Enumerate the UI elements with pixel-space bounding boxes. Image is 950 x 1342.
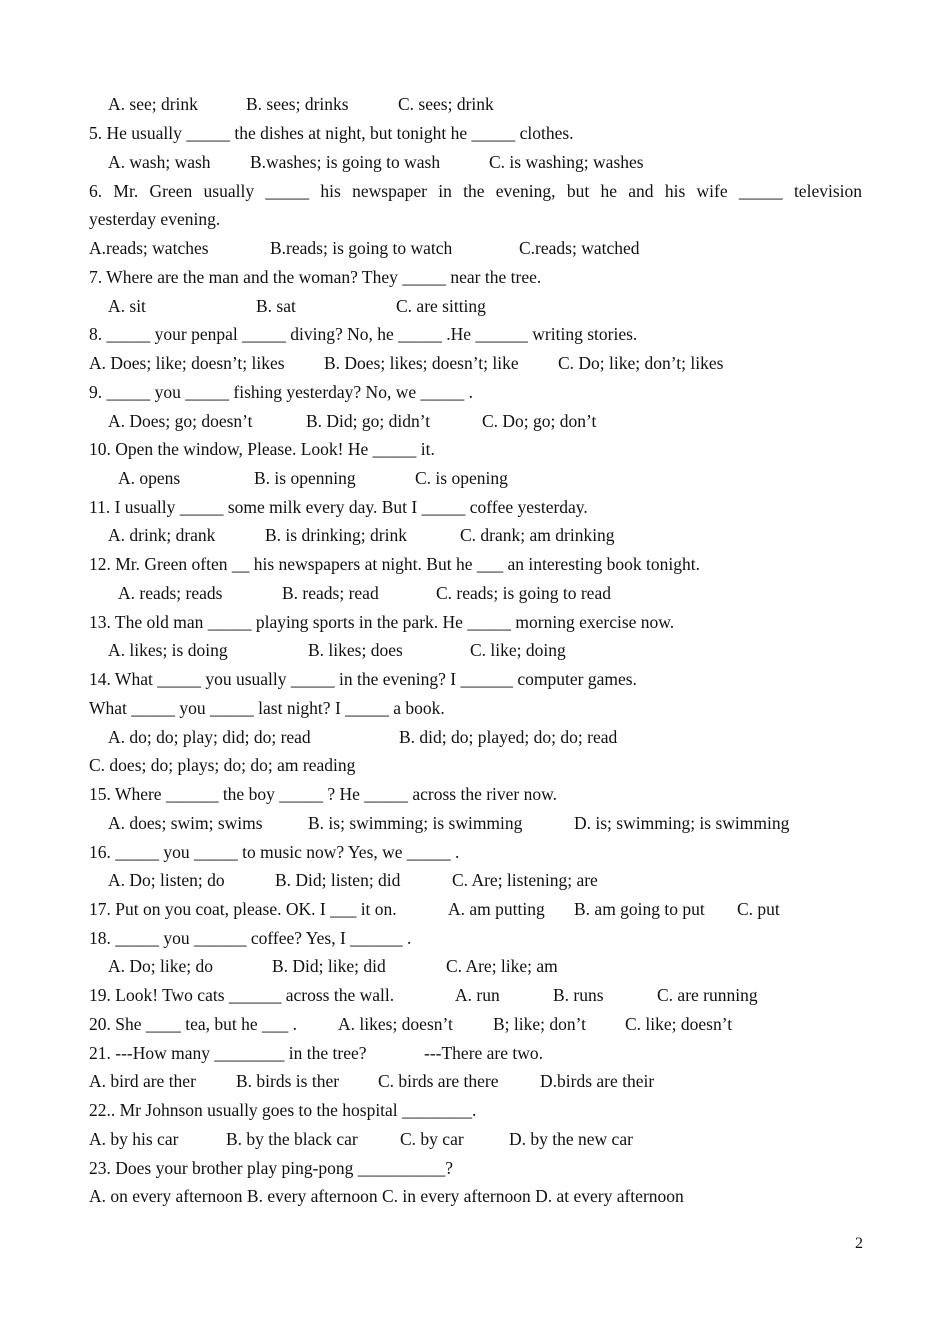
question-18 <box>89 924 862 953</box>
question-13 <box>89 608 862 637</box>
option-a: A. bird are ther <box>89 1071 196 1091</box>
option-b: B. likes; does <box>308 640 403 660</box>
option-line <box>108 809 881 838</box>
option-line <box>108 407 881 436</box>
option-c: C. by car <box>400 1129 464 1149</box>
option-b: B. reads; read <box>282 583 379 603</box>
option-a: A. am putting <box>448 899 545 919</box>
question-text: 11. I usually _____ some milk every day. But I _____ coffee yesterday. <box>89 497 588 517</box>
option-line <box>89 751 862 780</box>
option-c: C. drank; am drinking <box>460 525 615 545</box>
option-c: C. put <box>737 899 780 919</box>
option-c: C. like; doing <box>470 640 566 660</box>
option-line <box>118 464 891 493</box>
question-6 <box>89 177 862 206</box>
question-6-continued <box>89 205 862 234</box>
question-11 <box>89 493 862 522</box>
option-b: B. did; do; played; do; do; read <box>399 727 618 747</box>
option-b: B.washes; is going to wash <box>250 152 441 172</box>
option-a: A. Does; go; doesn’t <box>108 411 253 431</box>
question-21 <box>89 1039 862 1068</box>
option-b: B. sat <box>256 296 296 316</box>
question-text: 23. Does your brother play ping-pong __________? <box>89 1158 454 1178</box>
option-a: A. does; swim; swims <box>108 813 263 833</box>
question-text: 19. Look! Two cats ______ across the wall. <box>89 985 395 1005</box>
option-line <box>108 521 881 550</box>
question-23 <box>89 1154 862 1183</box>
option-line <box>108 148 881 177</box>
question-5 <box>89 119 862 148</box>
question-20 <box>89 1010 862 1039</box>
option-d: D. by the new car <box>509 1129 633 1149</box>
question-16 <box>89 838 862 867</box>
option-c: C. sees; drink <box>398 94 494 114</box>
option-line <box>89 234 862 263</box>
question-19 <box>89 981 862 1010</box>
option-b: B. Does; likes; doesn’t; like <box>324 353 519 373</box>
option-b: B. is drinking; drink <box>265 525 407 545</box>
option-a: A. reads; reads <box>118 583 223 603</box>
question-text: 9. _____ you _____ fishing yesterday? No, we _____ . <box>89 382 473 402</box>
question-text: 18. _____ you ______ coffee? Yes, I ______ . <box>89 928 412 948</box>
question-17 <box>89 895 862 924</box>
question-text: 5. He usually _____ the dishes at night, but tonight he _____ clothes. <box>89 123 574 143</box>
option-line <box>108 292 881 321</box>
option-d: D.birds are their <box>540 1071 655 1091</box>
question-text: 12. Mr. Green often __ his newspapers at night. But he ___ an interesting book tonight. <box>89 554 700 574</box>
option-c: C. Are; like; am <box>446 956 558 976</box>
answer-text: ---There are two. <box>424 1043 544 1063</box>
question-text: 8. _____ your penpal _____ diving? No, he _____ .He ______ writing stories. <box>89 324 638 344</box>
question-14 <box>89 665 862 694</box>
option-line <box>108 90 881 119</box>
option-b: B; like; don’t <box>493 1014 587 1034</box>
option-b: B. Did; listen; did <box>275 870 401 890</box>
option-a: A. by his car <box>89 1129 179 1149</box>
option-c: C. Do; like; don’t; likes <box>558 353 724 373</box>
option-c: C. Do; go; don’t <box>482 411 597 431</box>
option-a: A. opens <box>118 468 181 488</box>
option-b: B. is openning <box>254 468 356 488</box>
option-b: B. birds is ther <box>236 1071 340 1091</box>
option-line <box>108 636 881 665</box>
option-b: B. sees; drinks <box>246 94 349 114</box>
option-a: A. Do; listen; do <box>108 870 225 890</box>
page-number: 2 <box>855 1235 863 1252</box>
option-a: A. see; drink <box>108 94 198 114</box>
question-text: 7. Where are the man and the woman? They _____ near the tree. <box>89 267 542 287</box>
option-a: A. likes; is doing <box>108 640 228 660</box>
question-text: 10. Open the window, Please. Look! He _____ it. <box>89 439 435 459</box>
option-line <box>89 349 862 378</box>
question-7 <box>89 263 862 292</box>
option-a: A. sit <box>108 296 146 316</box>
question-15 <box>89 780 862 809</box>
question-8 <box>89 320 862 349</box>
question-12 <box>89 550 862 579</box>
question-text: What _____ you _____ last night? I _____ a book. <box>89 698 445 718</box>
question-22 <box>89 1096 862 1125</box>
option-b: B. runs <box>553 985 604 1005</box>
option-line <box>108 866 881 895</box>
option-b: B. Did; like; did <box>272 956 386 976</box>
option-c: C. like; doesn’t <box>625 1014 733 1034</box>
option-a: A. run <box>455 985 500 1005</box>
option-a: A. wash; wash <box>108 152 211 172</box>
question-text: 20. She ____ tea, but he ___ . <box>89 1014 298 1034</box>
option-a: A. Do; like; do <box>108 956 213 976</box>
option-a: A. likes; doesn’t <box>338 1014 453 1034</box>
question-text: 14. What _____ you usually _____ in the evening? I ______ computer games. <box>89 669 637 689</box>
option-line <box>108 723 881 752</box>
option-c: C. Are; listening; are <box>452 870 598 890</box>
question-14-continued <box>89 694 862 723</box>
question-text: yesterday evening. <box>89 209 221 229</box>
option-c: C.reads; watched <box>519 238 640 258</box>
option-b: B. is; swimming; is swimming <box>308 813 523 833</box>
question-text: 16. _____ you _____ to music now? Yes, we _____ . <box>89 842 460 862</box>
option-line <box>89 1125 862 1154</box>
option-line <box>118 579 891 608</box>
question-9 <box>89 378 862 407</box>
option-line <box>89 1182 862 1211</box>
option-c: C. are sitting <box>396 296 486 316</box>
option-c: C. are running <box>657 985 758 1005</box>
option-a: A. do; do; play; did; do; read <box>108 727 311 747</box>
option-c: C. does; do; plays; do; do; am reading <box>89 755 356 775</box>
option-a: A. drink; drank <box>108 525 216 545</box>
question-10 <box>89 435 862 464</box>
option-b: B.reads; is going to watch <box>270 238 453 258</box>
question-text: 15. Where ______ the boy _____ ? He _____ across the river now. <box>89 784 558 804</box>
option-line <box>108 952 881 981</box>
question-text: 22.. Mr Johnson usually goes to the hospital ________. <box>89 1100 477 1120</box>
option-a: A.reads; watches <box>89 238 209 258</box>
option-a: A. Does; like; doesn’t; likes <box>89 353 285 373</box>
option-b: B. by the black car <box>226 1129 358 1149</box>
option-b: B. Did; go; didn’t <box>306 411 431 431</box>
options-text: A. on every afternoon B. every afternoon C. in every afternoon D. at every afternoon <box>89 1186 684 1206</box>
option-b: B. am going to put <box>574 899 705 919</box>
question-text: 13. The old man _____ playing sports in the park. He _____ morning exercise now. <box>89 612 675 632</box>
question-text: 6. Mr. Green usually _____ his newspaper in the evening, but he and his wife _____ television <box>89 181 862 201</box>
question-text: 21. ---How many ________ in the tree? <box>89 1043 367 1063</box>
question-text: 17. Put on you coat, please. OK. I ___ it on. <box>89 899 397 919</box>
option-c: C. is opening <box>415 468 508 488</box>
option-d: D. is; swimming; is swimming <box>574 813 790 833</box>
option-c: C. birds are there <box>378 1071 499 1091</box>
option-c: C. is washing; washes <box>489 152 644 172</box>
option-line <box>89 1067 862 1096</box>
option-c: C. reads; is going to read <box>436 583 611 603</box>
